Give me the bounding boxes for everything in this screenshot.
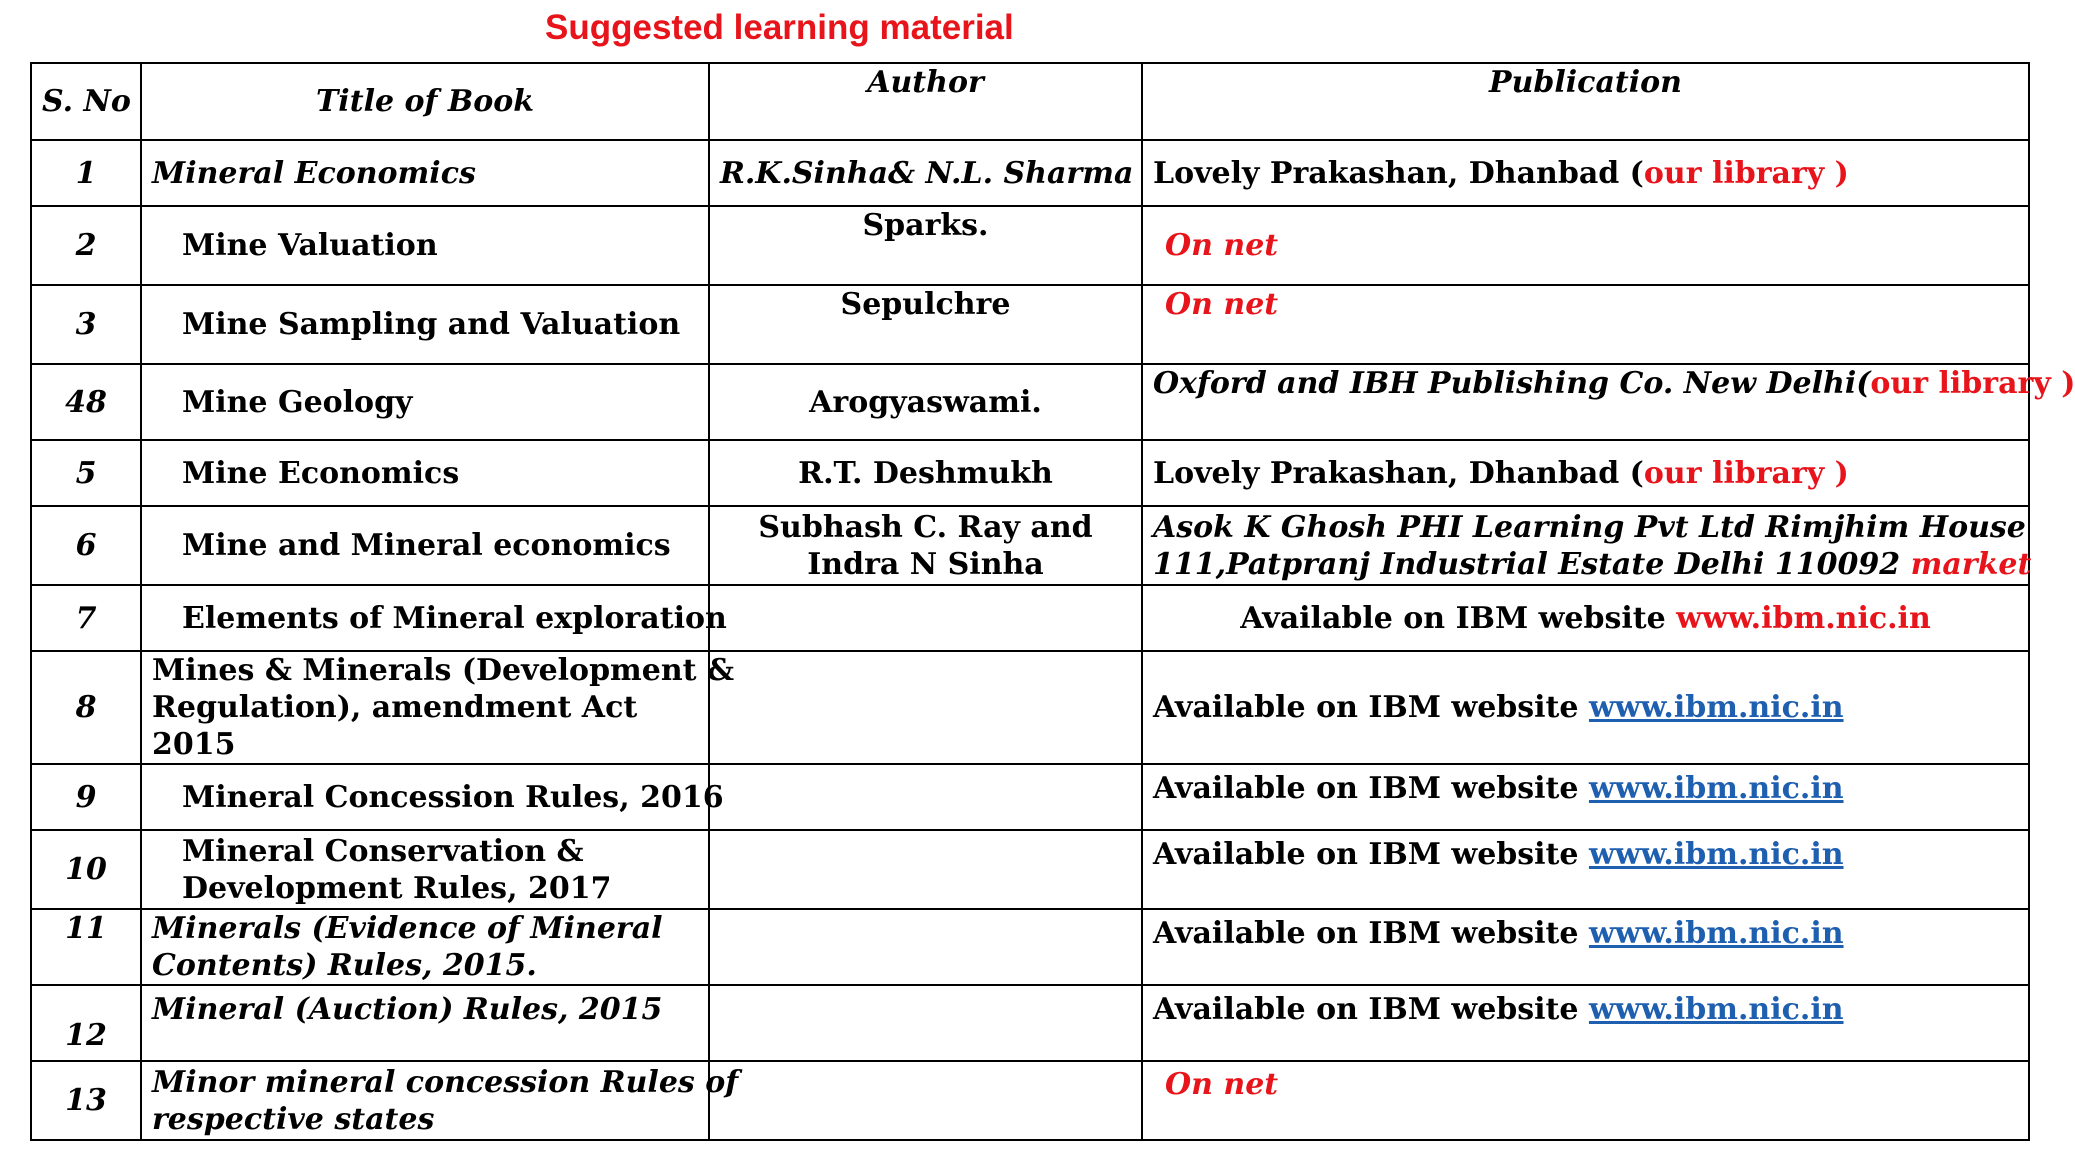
header-publication: Publication	[1142, 63, 2029, 140]
website-text: www.ibm.nic.in	[1676, 600, 1931, 636]
title-line: Contents) Rules, 2015.	[152, 948, 537, 983]
cell-publication: On net	[1142, 285, 2029, 364]
page-title: Suggested learning material	[545, 8, 1014, 47]
title-line: Mineral Conservation &	[182, 833, 584, 869]
table-row	[31, 364, 2029, 440]
cell-publication	[1142, 440, 2029, 506]
cell-sno: 10	[31, 830, 141, 909]
cell-title	[141, 651, 735, 764]
cell-publication	[1142, 651, 2029, 764]
cell-title: Mine Valuation	[141, 206, 709, 285]
cell-author	[709, 1061, 1142, 1140]
table-row	[31, 1061, 2029, 1140]
cell-sno: 2	[31, 206, 141, 285]
title-line: 2015	[152, 727, 236, 762]
cell-sno: 1	[31, 140, 141, 206]
books-table	[30, 62, 2075, 1141]
cell-author	[709, 585, 1142, 651]
cell-author: R.T. Deshmukh	[709, 440, 1142, 506]
title-line: Mines & Minerals (Development &	[152, 653, 735, 688]
table-row	[31, 140, 2029, 206]
table-row	[31, 585, 2029, 651]
cell-publication	[1142, 140, 2029, 206]
table-row	[31, 985, 2029, 1061]
table-row	[31, 830, 2029, 909]
header-title: Title of Book	[141, 63, 709, 140]
cell-author: Sepulchre	[709, 285, 1142, 364]
cell-title: Mineral Concession Rules, 2016	[141, 764, 709, 830]
table-row	[31, 506, 2029, 585]
cell-author: Arogyaswami.	[709, 364, 1142, 440]
publication-text: Available on IBM website	[1153, 771, 1589, 806]
cell-publication: On net	[1142, 1061, 2029, 1140]
table-header-row	[31, 63, 2029, 140]
cell-author: Sparks.	[709, 206, 1142, 285]
cell-sno: 6	[31, 506, 141, 585]
publication-text: Lovely Prakashan, Dhanbad (	[1153, 455, 1644, 491]
cell-publication	[1142, 985, 2029, 1061]
cell-author	[709, 830, 1142, 909]
title-line: Minerals (Evidence of Mineral	[152, 911, 663, 946]
cell-author: R.K.Sinha& N.L. Sharma	[709, 140, 1142, 206]
cell-title: Elements of Mineral exploration	[141, 585, 709, 651]
table-row	[31, 206, 2029, 285]
publication-text: Available on IBM website	[1153, 992, 1589, 1027]
ibm-website-link[interactable]: www.ibm.nic.in	[1588, 837, 1844, 872]
ibm-website-link[interactable]: www.ibm.nic.in	[1588, 690, 1844, 725]
cell-title: Mine and Mineral economics	[141, 506, 709, 585]
cell-title: Mine Economics	[141, 440, 709, 506]
cell-author	[709, 985, 1142, 1061]
table-row	[31, 440, 2029, 506]
publication-text: Available on IBM website	[1153, 837, 1589, 872]
header-author: Author	[709, 63, 1142, 140]
cell-author	[709, 651, 1142, 764]
cell-title	[141, 909, 709, 985]
ibm-website-link[interactable]: www.ibm.nic.in	[1588, 992, 1844, 1027]
cell-publication: On net	[1142, 206, 2029, 285]
table-row	[31, 909, 2029, 985]
library-note: our library )	[1870, 366, 2075, 401]
cell-sno: 5	[31, 440, 141, 506]
title-line: Development Rules, 2017	[182, 870, 612, 906]
market-note: market	[1910, 546, 2032, 582]
cell-sno: 13	[31, 1061, 141, 1140]
publication-text: Oxford and IBH Publishing Co. New Delhi(	[1153, 366, 1871, 401]
title-line: respective states	[152, 1101, 435, 1137]
cell-title: Mine Sampling and Valuation	[141, 285, 709, 364]
author-line: Subhash C. Ray and	[758, 509, 1093, 545]
cell-author	[709, 909, 1142, 985]
table-row	[31, 651, 2029, 764]
author-line: Indra N Sinha	[807, 546, 1044, 582]
cell-publication	[1142, 585, 2029, 651]
publication-text: Lovely Prakashan, Dhanbad (	[1153, 155, 1644, 191]
publication-text: Available on IBM website	[1240, 600, 1677, 636]
cell-publication	[1142, 909, 2029, 985]
cell-sno: 12	[31, 985, 141, 1061]
cell-sno: 8	[31, 651, 141, 764]
ibm-website-link[interactable]: www.ibm.nic.in	[1588, 916, 1844, 951]
ibm-website-link[interactable]: www.ibm.nic.in	[1588, 771, 1844, 806]
cell-title: Mineral Economics	[141, 140, 709, 206]
cell-sno: 9	[31, 764, 141, 830]
cell-sno: 3	[31, 285, 141, 364]
cell-publication	[1142, 506, 2032, 585]
cell-publication	[1142, 364, 2075, 440]
library-note: our library )	[1643, 155, 1849, 191]
cell-sno: 48	[31, 364, 141, 440]
cell-publication	[1142, 830, 2029, 909]
publication-text: Available on IBM website	[1153, 916, 1589, 951]
table-row	[31, 285, 2029, 364]
cell-title	[141, 830, 709, 909]
cell-title	[141, 1061, 739, 1140]
publication-line: 111,Patpranj Industrial Estate Delhi 110092	[1153, 546, 1911, 582]
publication-line: Asok K Ghosh PHI Learning Pvt Ltd Rimjhim House	[1153, 509, 2026, 545]
cell-sno: 11	[31, 909, 141, 985]
cell-sno: 7	[31, 585, 141, 651]
cell-title: Mine Geology	[141, 364, 709, 440]
header-sno: S. No	[31, 63, 141, 140]
library-note: our library )	[1643, 455, 1849, 491]
cell-publication	[1142, 764, 2029, 830]
cell-author	[709, 764, 1142, 830]
table-row	[31, 764, 2029, 830]
title-line: Regulation), amendment Act	[152, 690, 638, 725]
cell-title: Mineral (Auction) Rules, 2015	[141, 985, 709, 1061]
title-line: Minor mineral concession Rules of	[152, 1064, 739, 1100]
cell-author	[709, 506, 1142, 585]
publication-text: Available on IBM website	[1153, 690, 1589, 725]
